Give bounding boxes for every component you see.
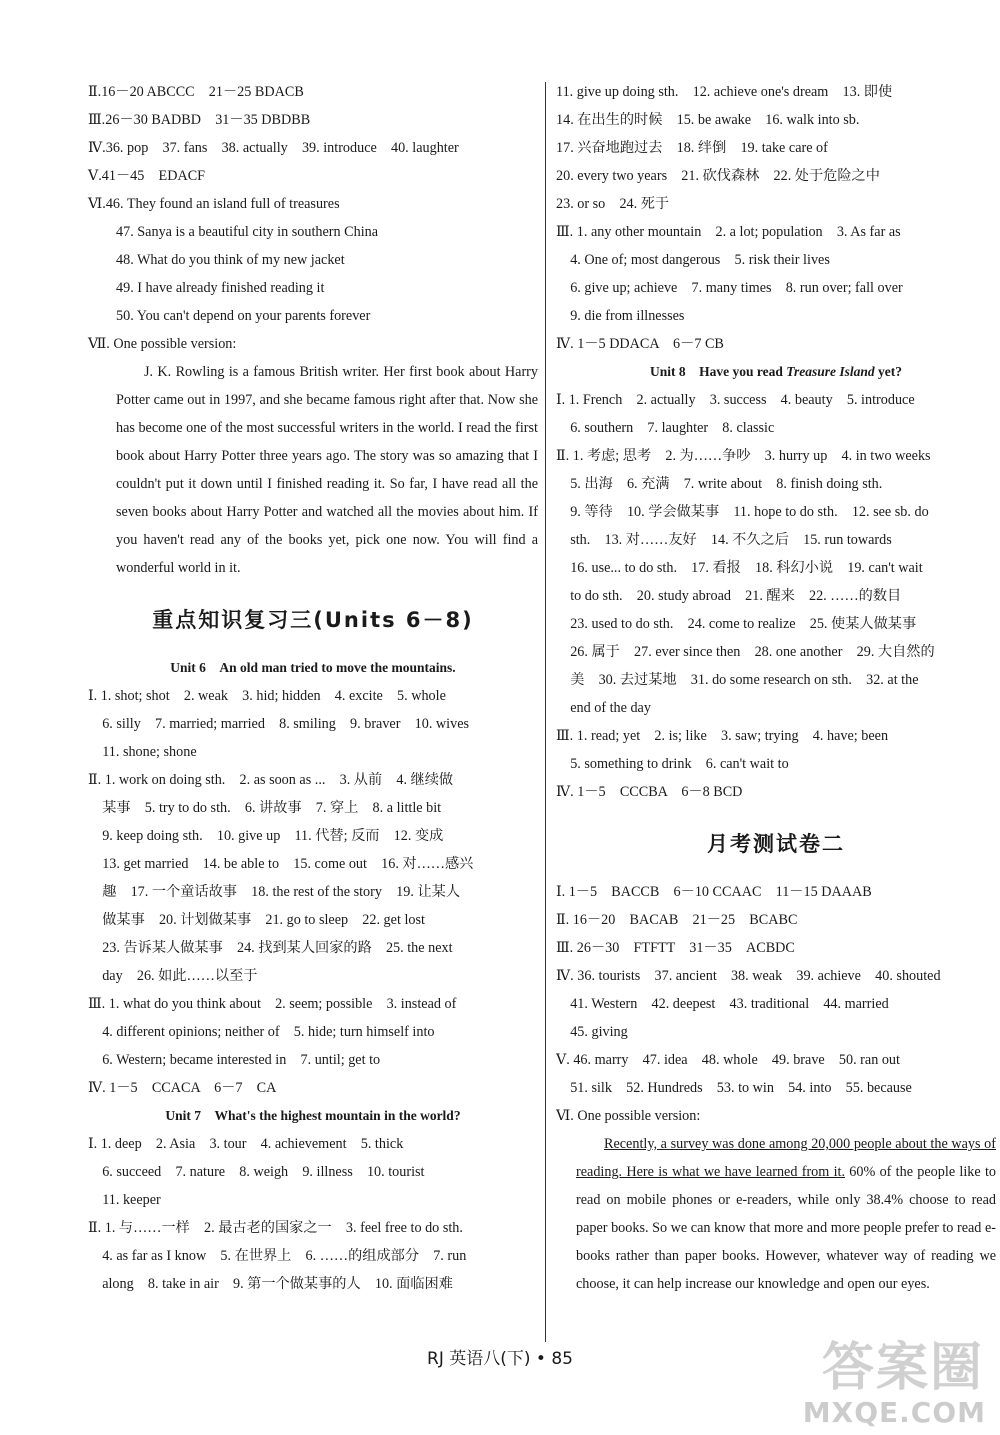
answer-line: Ⅱ.16－20 ABCCC 21－25 BDACB (88, 84, 304, 100)
answer-line: 26. 属于 27. ever since then 28. one another 29. 大自然的 (556, 644, 935, 660)
answer-line: Ⅳ. 1－5 CCACA 6－7 CA (88, 1080, 277, 1096)
answer-line: 4. One of; most dangerous 5. risk their lives (556, 252, 830, 268)
column-divider (545, 82, 546, 1342)
answer-line: 51. silk 52. Hundreds 53. to win 54. into 55. because (556, 1080, 912, 1096)
answer-line: 6. silly 7. married; married 8. smiling 9. braver 10. wives (88, 716, 470, 732)
answer-line: 4. different opinions; neither of 5. hide; turn himself into (88, 1024, 435, 1040)
answer-line: 47. Sanya is a beautiful city in southern China (116, 224, 379, 240)
answer-line: 5. 出海 6. 充满 7. write about 8. finish doing sth. (556, 476, 883, 492)
answer-line: Ⅰ. 1－5 BACCB 6－10 CCAAC 11－15 DAAAB (556, 884, 872, 900)
answer-line: 41. Western 42. deepest 43. traditional 44. married (556, 996, 889, 1012)
left-answers-indented (88, 218, 538, 330)
answer-line: Ⅲ. 26－30 FTFTT 31－35 ACBDC (556, 940, 795, 956)
site-watermark-logo (784, 1325, 994, 1435)
section-title-monthly-test: 月考测试卷二 (707, 832, 845, 856)
unit7-answers-continued (556, 78, 996, 358)
answer-line: Ⅱ. 1. 考虑; 思考 2. 为……争吵 3. hurry up 4. in two weeks (556, 448, 931, 464)
unit8-title-suffix: yet? (874, 364, 903, 379)
answer-line: 23. or so 24. 死于 (556, 196, 670, 212)
answer-line: Ⅳ. 36. tourists 37. ancient 38. weak 39. achieve 40. shouted (556, 968, 941, 984)
unit8-title-book: Treasure Island (786, 364, 875, 379)
answer-line: Ⅵ.46. They found an island full of treasures (88, 196, 340, 212)
left-answers-top (88, 78, 538, 218)
answer-line: 9. keep doing sth. 10. give up 11. 代替; 反而 12. 变成 (88, 828, 444, 844)
unit6-title: Unit 6 An old man tried to move the mountains. (170, 660, 456, 675)
essay-survey-underlined: Recently, a survey was done among 20,000 people about the ways of reading. Here is what we have learned from it. (576, 1136, 996, 1180)
answer-line: 16. use... to do sth. 17. 看报 18. 科幻小说 19. can't wait (556, 560, 923, 576)
answer-line: Ⅱ. 16－20 BACAB 21－25 BCABC (556, 912, 798, 928)
essay-survey (556, 1130, 996, 1298)
writing-label: Ⅶ. One possible version: (88, 336, 237, 352)
answer-line: Ⅲ. 1. read; yet 2. is; like 3. saw; trying 4. have; been (556, 728, 889, 744)
answer-line: 20. every two years 21. 砍伐森林 22. 处于危险之中 (556, 168, 880, 184)
answer-line: Ⅰ. 1. French 2. actually 3. success 4. beauty 5. introduce (556, 392, 915, 408)
answer-line: 49. I have already finished reading it (116, 280, 325, 296)
answer-line: Ⅲ.26－30 BADBD 31－35 DBDBB (88, 112, 311, 128)
answer-line: Ⅳ. 1－5 DDACA 6－7 CB (556, 336, 724, 352)
answer-line: 11. shone; shone (88, 744, 197, 760)
answer-line: 美 30. 去过某地 31. do some research on sth. 32. at the (556, 672, 919, 688)
watermark-text-top: 答案圈 (821, 1338, 984, 1398)
monthly-test-answers (556, 878, 996, 1130)
unit6-answers (88, 682, 538, 1102)
answer-line: 45. giving (556, 1024, 628, 1040)
answer-line: 某事 5. try to do sth. 6. 讲故事 7. 穿上 8. a little bit (88, 800, 442, 816)
answer-line: 9. 等待 10. 学会做某事 11. hope to do sth. 12. see sb. do (556, 504, 929, 520)
answer-line: Ⅲ. 1. any other mountain 2. a lot; population 3. As far as (556, 224, 901, 240)
answer-line: 13. get married 14. be able to 15. come out 16. 对……感兴 (88, 856, 474, 872)
answer-line: 11. give up doing sth. 12. achieve one's dream 13. 即使 (556, 84, 893, 100)
essay-survey-rest: 60% of the people like to read on mobile phones or e-readers, while only 38.4% choose to read paper books. So we can know that more and more people prefer to read e-books rather than paper books. However, whatever way of reading we choose, it can help increase our knowledge and open our eyes. (576, 1164, 996, 1292)
answer-line: 11. keeper (88, 1192, 161, 1208)
answer-line: 5. something to drink 6. can't wait to (556, 756, 789, 772)
answer-line: Ⅳ. 1－5 CCCBA 6－8 BCD (556, 784, 743, 800)
answer-line: sth. 13. 对……友好 14. 不久之后 15. run towards (556, 532, 892, 548)
answer-line: Ⅱ. 1. 与……一样 2. 最古老的国家之一 3. feel free to do sth. (88, 1220, 463, 1236)
answer-line: end of the day (556, 700, 651, 716)
watermark-text-bottom: MXQE.COM (802, 1396, 986, 1429)
answer-line: 6. succeed 7. nature 8. weigh 9. illness 10. tourist (88, 1164, 425, 1180)
answer-line: 14. 在出生的时候 15. be awake 16. walk into sb. (556, 112, 860, 128)
answer-line: Ⅵ. One possible version: (556, 1108, 701, 1124)
answer-line: Ⅰ. 1. shot; shot 2. weak 3. hid; hidden 4. excite 5. whole (88, 688, 446, 704)
page-footer: RJ 英语八(下) • 85 (427, 1349, 573, 1369)
answer-line: 23. 告诉某人做某事 24. 找到某人回家的路 25. the next (88, 940, 453, 956)
answer-line: Ⅴ.41－45 EDACF (88, 168, 206, 184)
left-column (88, 78, 538, 1298)
answer-line: day 26. 如此……以至于 (88, 968, 258, 984)
unit8-answers (556, 386, 996, 806)
answer-line: 6. southern 7. laughter 8. classic (556, 420, 775, 436)
essay-rowling: J. K. Rowling is a famous British writer. Her first book about Harry Potter came out in 1997, and she became famous right after that. Now she has become one of the most successful writers in the world. I read the first book about Harry Potter three years ago. The story was so amazing that I couldn't put it down until I finished reading it. So far, I have read all the seven books about Harry Potter and watched all the movies about him. If you haven't read any of the books yet, pick one now. You will find a wonderful world in it. (116, 364, 538, 576)
answer-line: 6. Western; became interested in 7. until; get to (88, 1052, 381, 1068)
answer-line: 17. 兴奋地跑过去 18. 绊倒 19. take care of (556, 140, 828, 156)
answer-line: Ⅴ. 46. marry 47. idea 48. whole 49. brave 50. ran out (556, 1052, 900, 1068)
answer-line: 趣 17. 一个童话故事 18. the rest of the story 19. 让某人 (88, 884, 461, 900)
unit8-title (556, 358, 996, 386)
unit7-title: Unit 7 What's the highest mountain in the world? (165, 1108, 461, 1123)
answer-line: 9. die from illnesses (556, 308, 685, 324)
answer-line: 23. used to do sth. 24. come to realize 25. 使某人做某事 (556, 616, 917, 632)
answer-line: Ⅱ. 1. work on doing sth. 2. as soon as ... 3. 从前 4. 继续做 (88, 772, 454, 788)
answer-line: 做某事 20. 计划做某事 21. go to sleep 22. get lost (88, 912, 425, 928)
answer-line: Ⅳ.36. pop 37. fans 38. actually 39. introduce 40. laughter (88, 140, 459, 156)
right-column (556, 78, 996, 1298)
answer-line: 6. give up; achieve 7. many times 8. run over; fall over (556, 280, 903, 296)
unit7-answers (88, 1130, 538, 1298)
answer-line: 48. What do you think of my new jacket (116, 252, 345, 268)
answer-line: to do sth. 20. study abroad 21. 醒来 22. ……的数目 (556, 588, 902, 604)
section-title-review: 重点知识复习三(Units 6－8) (152, 608, 474, 632)
answer-line: Ⅲ. 1. what do you think about 2. seem; possible 3. instead of (88, 996, 457, 1012)
answer-line: 4. as far as I know 5. 在世界上 6. ……的组成部分 7. run (88, 1248, 467, 1264)
answer-line: Ⅰ. 1. deep 2. Asia 3. tour 4. achievement 5. thick (88, 1136, 404, 1152)
unit8-title-prefix: Unit 8 Have you read (649, 364, 787, 379)
answer-line: 50. You can't depend on your parents forever (116, 308, 371, 324)
answer-line: along 8. take in air 9. 第一个做某事的人 10. 面临困难 (88, 1276, 453, 1292)
